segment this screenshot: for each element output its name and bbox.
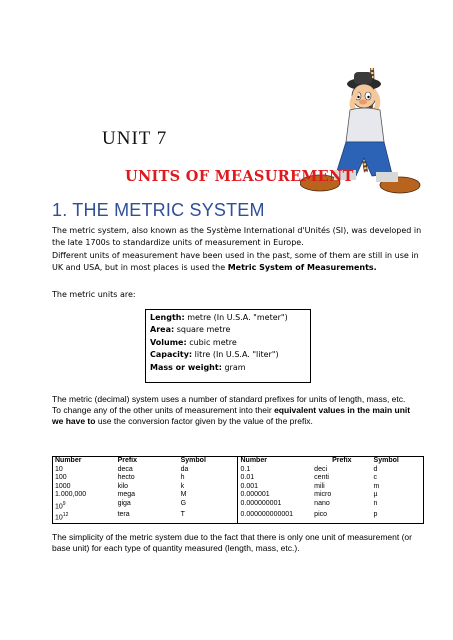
metric-units-box	[145, 309, 311, 383]
unit-line-mass: Mass or weight: gram	[150, 362, 246, 372]
unit-number: UNIT 7	[102, 128, 168, 149]
unit-line-volume: Volume: cubic metre	[150, 337, 237, 347]
table-header: Symbol	[373, 457, 399, 464]
table-header: Symbol	[179, 457, 238, 466]
table-header: Prefix	[117, 457, 138, 464]
table-header: Number	[240, 457, 267, 464]
prefix-sentence-1: The metric (decimal) system uses a number of standard prefixes for units of length, mass, etc.	[52, 394, 406, 404]
unit-line-capacity: Capacity: litre (In U.S.A. "liter")	[150, 350, 279, 360]
table-row: 1000 kilo k 0.001 mili m	[55, 482, 380, 490]
table-row: 10 deca da 0.1 deci d	[55, 465, 378, 473]
prefix-paragraph: The metric (decimal) system uses a number of standard prefixes for units of length, mass, etc. To change any of the other units of measurement into their equivalent values in the main unit we have to use the conversion factor given by the value of the prefix.	[52, 394, 411, 427]
intro-sentence-2: Different units of measurement have been used in the past, some of them are still in use in UK and USA, but in most places is used the	[52, 250, 419, 272]
prefix-table	[52, 456, 424, 524]
table-header-row	[53, 457, 424, 466]
unit-line-length: Length: metre (In U.S.A. "meter")	[150, 313, 288, 322]
unit-line-area: Area: square metre	[150, 325, 231, 335]
section-heading: 1. THE METRIC SYSTEM	[52, 200, 265, 220]
table-header: Number	[55, 457, 82, 464]
unit-title: UNITS OF MEASUREMENT	[125, 168, 354, 185]
metric-units-label: The metric units are:	[52, 290, 136, 299]
table-row: 100 hecto h 0.01 centi c	[55, 474, 378, 481]
table-row: 1.000,000 mega M 0.000001 micro µ	[55, 491, 378, 498]
intro-paragraph	[52, 225, 424, 274]
table-row: $10^9$ giga G 0.000000001 nano n	[55, 499, 378, 510]
table-header: Prefix	[332, 457, 352, 464]
intro-bold-phrase: Metric System of Measurements.	[227, 262, 377, 272]
table-row: $10^{12}$ tera T 0.000000000001 pico p	[55, 511, 378, 522]
prefix-bold-phrase: equivalent values in the main unit we have to	[52, 405, 411, 427]
intro-sentence-1: The metric system, also known as the Système International d'Unités (SI), was developed in the late 1700s to standardize units of measurement in Europe.	[52, 226, 422, 248]
simplicity-paragraph: The simplicity of the metric system due to the fact that there is only one unit of measurement (or base unit) for each type of quantity measured (length, mass, etc.).	[52, 532, 412, 554]
